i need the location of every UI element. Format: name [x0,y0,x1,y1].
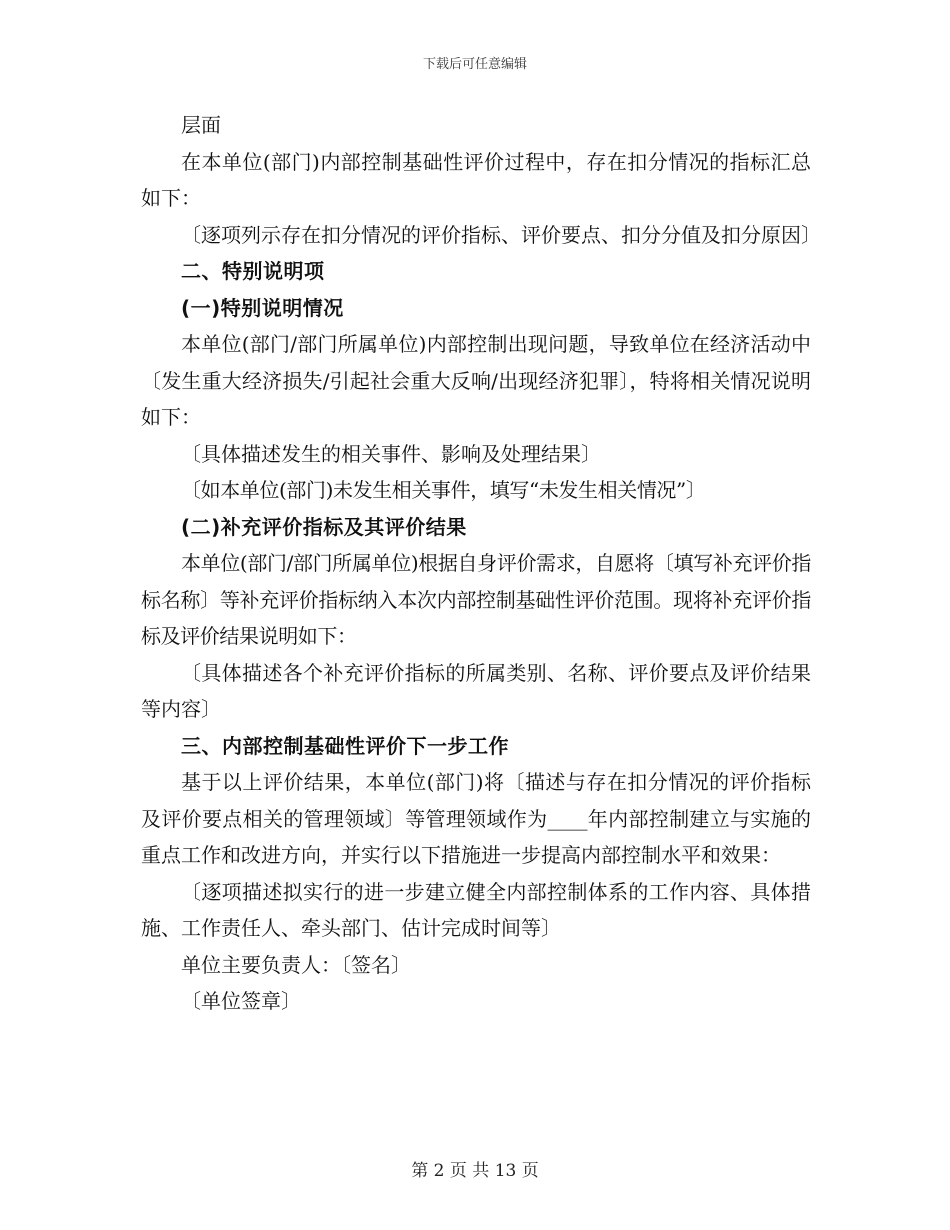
paragraph-no-event-placeholder: 〔如本单位(部门)未发生相关事件，填写“未发生相关情况”〕 [181,478,706,502]
subsection-heading-supplementary-indicators: (二)补充评价指标及其评价结果 [181,514,467,539]
signature-line: 单位主要负责人：〔签名〕 [181,952,411,977]
paragraph-deduction-placeholder: 〔逐项列示存在扣分情况的评价指标、评价要点、扣分分值及扣分原因〕 [181,222,821,247]
paragraph-next-steps: 基于以上评价结果，本单位(部门)将〔描述与存在扣分情况的评价指标及评价要点相关的管理领域〕等管理领域作为____年内部控制建立与实施的重点工作和改进方向，并实行以下措施进一步提高内部控制水平和效果： [141,770,811,867]
paragraph-deduction-summary: 在本单位(部门)内部控制基础性评价过程中，存在扣分情况的指标汇总如下： [141,149,811,210]
document-body [141,107,821,1020]
paragraph-continuation: 层面 [181,113,221,137]
page-footer: 第 2 页 共 13 页 [411,1161,539,1181]
section-heading-special-items: 二、特别说明项 [181,259,325,283]
paragraph-supplementary-indicators: 本单位(部门/部门所属单位)根据自身评价需求，自愿将〔填写补充评价指标名称〕等补充评价指标纳入本次内部控制基础性评价范围。现将补充评价指标及评价结果说明如下： [141,551,811,648]
paragraph-supplementary-placeholder: 〔具体描述各个补充评价指标的所属类别、名称、评价要点及评价结果等内容〕 [141,660,811,721]
seal-line: 〔单位签章〕 [181,989,301,1013]
subsection-heading-special-situation: (一)特别说明情况 [181,295,344,320]
section-heading-next-steps: 三、内部控制基础性评价下一步工作 [181,733,509,758]
page-header: 下载后可任意编辑 [422,57,527,72]
paragraph-event-description-placeholder: 〔具体描述发生的相关事件、影响及处理结果〕 [181,441,601,466]
paragraph-measures-placeholder: 〔逐项描述拟实行的进一步建立健全内部控制体系的工作内容、具体措施、工作责任人、牵头部门、估计完成时间等〕 [141,879,811,940]
paragraph-special-situation: 本单位(部门/部门所属单位)内部控制出现问题，导致单位在经济活动中〔发生重大经济损失/引起社会重大反响/出现经济犯罪〕，特将相关情况说明如下： [141,332,811,429]
